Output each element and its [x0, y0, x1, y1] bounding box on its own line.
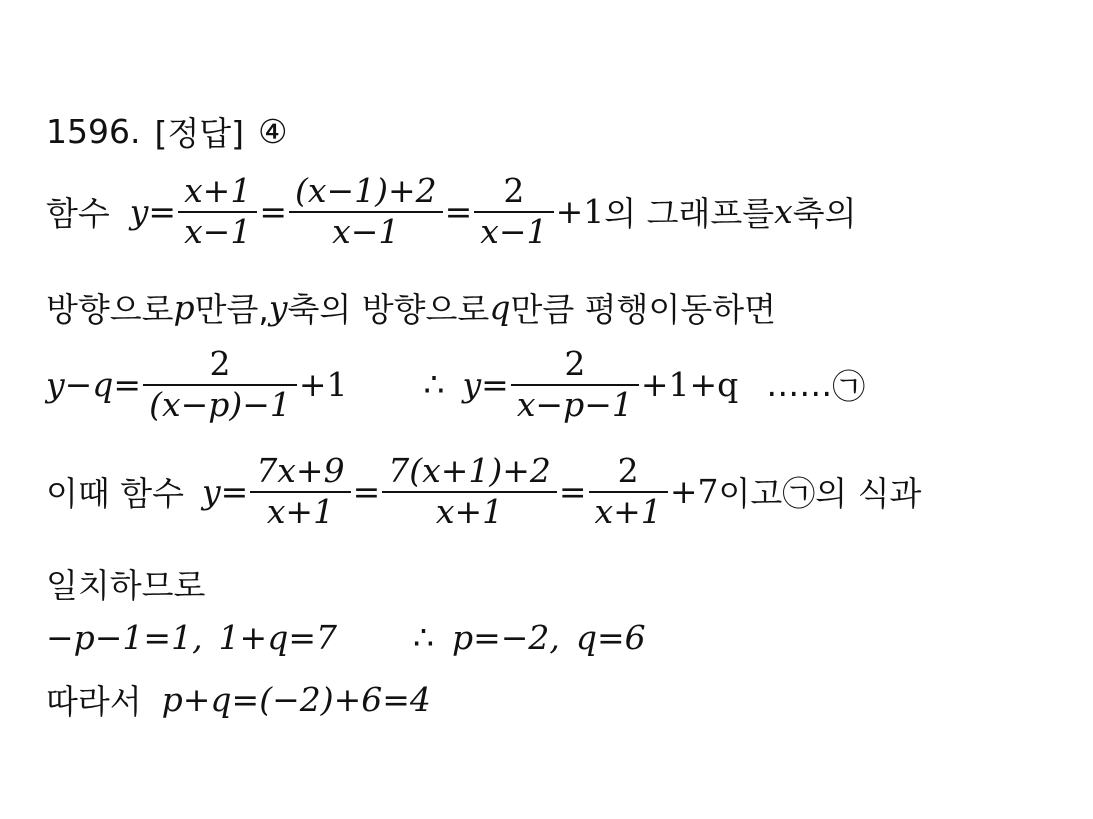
answer-label: [정답]	[154, 114, 244, 153]
equals-sign: =	[259, 192, 287, 232]
answer-header	[46, 108, 288, 155]
equals-sign: =	[558, 472, 587, 512]
text-segment: 일치하므로	[46, 566, 206, 605]
fraction-numerator: 7x+9	[256, 451, 345, 490]
plus-term: +1	[555, 192, 605, 232]
fraction-denominator: (x−p)−1	[149, 384, 291, 424]
text-segment: 의 식과	[815, 474, 922, 514]
ellipsis: ……	[766, 365, 833, 405]
plus-term: +7	[669, 472, 719, 512]
lhs-y: y=	[462, 365, 509, 405]
marker-giyeok: ㉠	[782, 474, 816, 514]
text-segment: 따라서	[46, 682, 142, 721]
lhs-y: y=	[129, 192, 177, 232]
text-line-5	[46, 560, 205, 607]
text-function: 함수	[46, 194, 110, 234]
var-p: p	[173, 288, 195, 327]
equals-sign: =	[444, 192, 473, 232]
fraction-3	[589, 452, 668, 532]
fraction-1	[250, 452, 350, 532]
fraction-numerator: 2	[503, 171, 525, 210]
fraction-3	[474, 172, 553, 252]
equals-sign: =	[352, 472, 381, 512]
fraction-denominator: x+1	[266, 491, 335, 531]
fraction-numerator: 2	[209, 344, 231, 383]
fraction-numerator: 2	[564, 344, 586, 383]
fraction-numerator: 7(x+1)+2	[388, 451, 551, 490]
therefore-symbol: ∴	[412, 618, 434, 657]
fraction-numerator: (x−1)+2	[294, 171, 437, 210]
plus-term: +1+q	[640, 365, 739, 405]
fraction-2	[382, 452, 557, 532]
fraction-denominator: x+1	[435, 491, 504, 531]
text-segment: 축의 방향으로	[287, 290, 490, 329]
text-segment: 만큼 평행이동하면	[510, 290, 776, 329]
equation-line-1	[46, 172, 857, 252]
text-tail: 의 그래프를	[604, 194, 775, 234]
fraction-denominator: x−1	[480, 211, 548, 251]
equation-line-6	[46, 618, 646, 657]
fraction-2	[511, 345, 639, 425]
fraction-denominator: x−p−1	[516, 384, 633, 424]
result: p=−2,	[451, 618, 560, 657]
lhs-y-minus-q: y−q=	[46, 365, 142, 405]
var-q: q	[489, 288, 511, 327]
problem-number: 1596.	[46, 112, 141, 151]
var-y: y	[268, 288, 288, 327]
fraction-1	[143, 345, 297, 425]
plus-term: +1	[298, 365, 348, 405]
answer-value: ④	[258, 112, 288, 151]
equation: −p−1=1,	[46, 618, 203, 657]
text-line-2	[46, 284, 776, 331]
text-segment: 만큼,	[194, 290, 269, 329]
text-segment: 이때 함수	[46, 474, 185, 514]
therefore-symbol: ∴	[423, 365, 445, 405]
text-segment: 이고	[718, 474, 783, 514]
fraction-2	[289, 172, 443, 252]
var-x: x	[774, 192, 793, 232]
equation: 1+q=7	[218, 618, 337, 657]
text-segment: 방향으로	[46, 290, 174, 329]
equation-line-7	[46, 676, 431, 723]
fraction-numerator: x+1	[184, 171, 252, 210]
final-expression: p+q=(−2)+6=4	[161, 680, 431, 719]
lhs-y: y=	[202, 472, 249, 512]
equation-line-3	[46, 345, 865, 425]
text-tail: 축의	[792, 194, 857, 234]
fraction-denominator: x+1	[594, 491, 662, 531]
marker-giyeok: ㉠	[832, 367, 866, 407]
result: q=6	[575, 618, 646, 657]
equation-line-4	[46, 452, 921, 532]
fraction-denominator: x−1	[184, 211, 252, 251]
fraction-denominator: x−1	[332, 211, 400, 251]
fraction-1	[178, 172, 257, 252]
fraction-numerator: 2	[617, 451, 639, 490]
